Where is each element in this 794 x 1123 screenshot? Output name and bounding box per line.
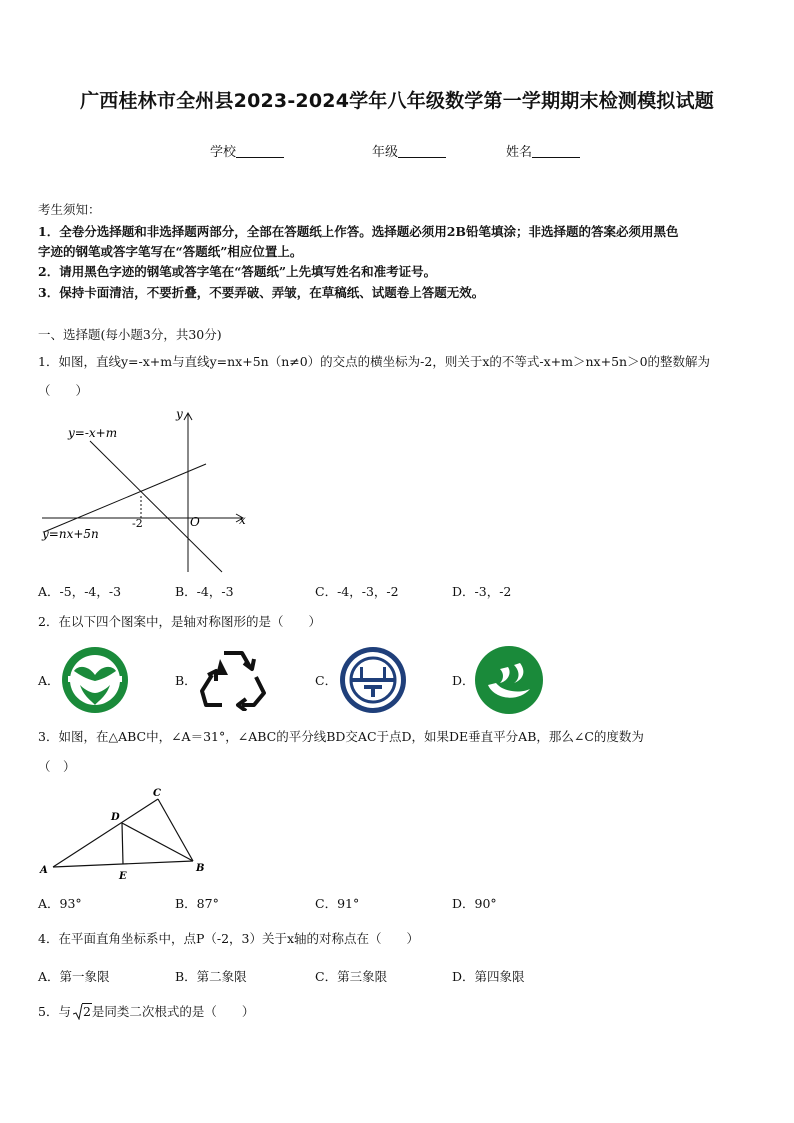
q2-label-c[interactable]: C． [315,673,338,688]
q1-graph [36,404,256,574]
section-heading: 一、选择题(每小题3分，共30分) [38,327,222,342]
line2-label: y=nx+5n [42,527,99,541]
q5-text [38,1002,254,1022]
q3-triangle-figure [36,785,216,885]
q1-option-d[interactable]: D．-3，-2 [452,584,512,599]
notice-item-2: 2．请用黑色字迹的钢笔或答字笔在“答题纸”上先填写姓名和准考证号。 [38,264,437,279]
q3-option-d[interactable]: D．90° [452,896,497,911]
name-blank[interactable] [532,144,580,158]
q3-text: 3．如图，在△ABC中，∠A＝31°，∠ABC的平分线BD交AC于点D，如果DE垂直平分AB，那么∠C的度数为 [38,729,644,744]
grade-field[interactable] [372,141,446,160]
y-label: y [176,407,183,421]
q1-option-c[interactable]: C．-4，-3，-2 [315,584,399,599]
label-a: A [40,865,48,876]
q5-prefix: 5．与 [38,1004,71,1019]
q2-label-b[interactable]: B． [175,673,197,688]
grade-label: 年级 [372,145,399,160]
recycle-icon [198,645,268,711]
line-y-neg-x-plus-m [90,441,222,572]
q2-text: 2．在以下四个图案中，是轴对称图形的是（ ） [38,614,321,629]
q4-option-b[interactable]: B．第二象限 [175,969,247,984]
name-field[interactable] [506,141,580,160]
school-label: 学校 [210,145,237,160]
line1-label: y=-x+m [68,426,118,440]
school-field[interactable] [210,141,284,160]
origin-label: O [190,515,200,529]
minus2-label: -2 [132,517,143,530]
q1-option-a[interactable]: A．-5，-4，-3 [38,584,122,599]
q4-option-c[interactable]: C．第三象限 [315,969,388,984]
green-wave-logo-icon [474,645,544,715]
side-ac [53,799,158,867]
grade-blank[interactable] [398,144,446,158]
sqrt-symbol [73,1002,92,1022]
radical-sign-icon [73,1004,83,1020]
q5-suffix: 是同类二次根式的是（ ） [91,1004,255,1019]
navy-round-emblem-icon [338,645,408,715]
q3-option-c[interactable]: C．91° [315,896,360,911]
green-food-logo-icon [60,645,130,715]
q5-radicand: 2 [82,1004,91,1019]
line-y-nx-plus-5n [44,464,206,532]
label-b: B [196,863,205,874]
q1-paren: （ ） [38,383,89,398]
notice-item-1: 1．全卷分选择题和非选择题两部分，全部在答题纸上作答。选择题必须用2B铅笔填涂；非选择题的答案必须用黑色 [38,224,679,239]
q1-option-b[interactable]: B．-4，-3 [175,584,234,599]
q4-option-d[interactable]: D．第四象限 [452,969,525,984]
school-blank[interactable] [236,144,284,158]
notice-item-1-cont: 字迹的钢笔或答字笔写在“答题纸”相应位置上。 [38,244,303,259]
q3-option-b[interactable]: B．87° [175,896,219,911]
q3-option-a[interactable]: A．93° [38,896,82,911]
page-title: 广西桂林市全州县2023-2024学年八年级数学第一学期期末检测模拟试题 [80,90,714,112]
notice-item-3: 3．保持卡面清洁，不要折叠，不要弄破、弄皱，在草稿纸、试题卷上答题无效。 [38,285,485,300]
q3-paren: （ ） [38,759,76,774]
label-c: C [153,788,161,799]
segment-de [122,823,123,864]
label-d: D [111,812,120,823]
q2-label-a[interactable]: A． [38,673,60,688]
q1-text: 1．如图，直线y=-x+m与直线y=nx+5n（n≠0）的交点的横坐标为-2，则关于x的不等式-x+m＞nx+5n＞0的整数解为 [38,354,711,369]
x-label: x [239,513,246,527]
q2-label-d[interactable]: D． [452,673,475,688]
q4-option-a[interactable]: A．第一象限 [38,969,110,984]
name-label: 姓名 [506,145,533,160]
q4-text: 4．在平面直角坐标系中，点P（-2，3）关于x轴的对称点在（ ） [38,931,420,946]
label-e: E [119,871,127,882]
notice-heading: 考生须知： [38,202,101,217]
